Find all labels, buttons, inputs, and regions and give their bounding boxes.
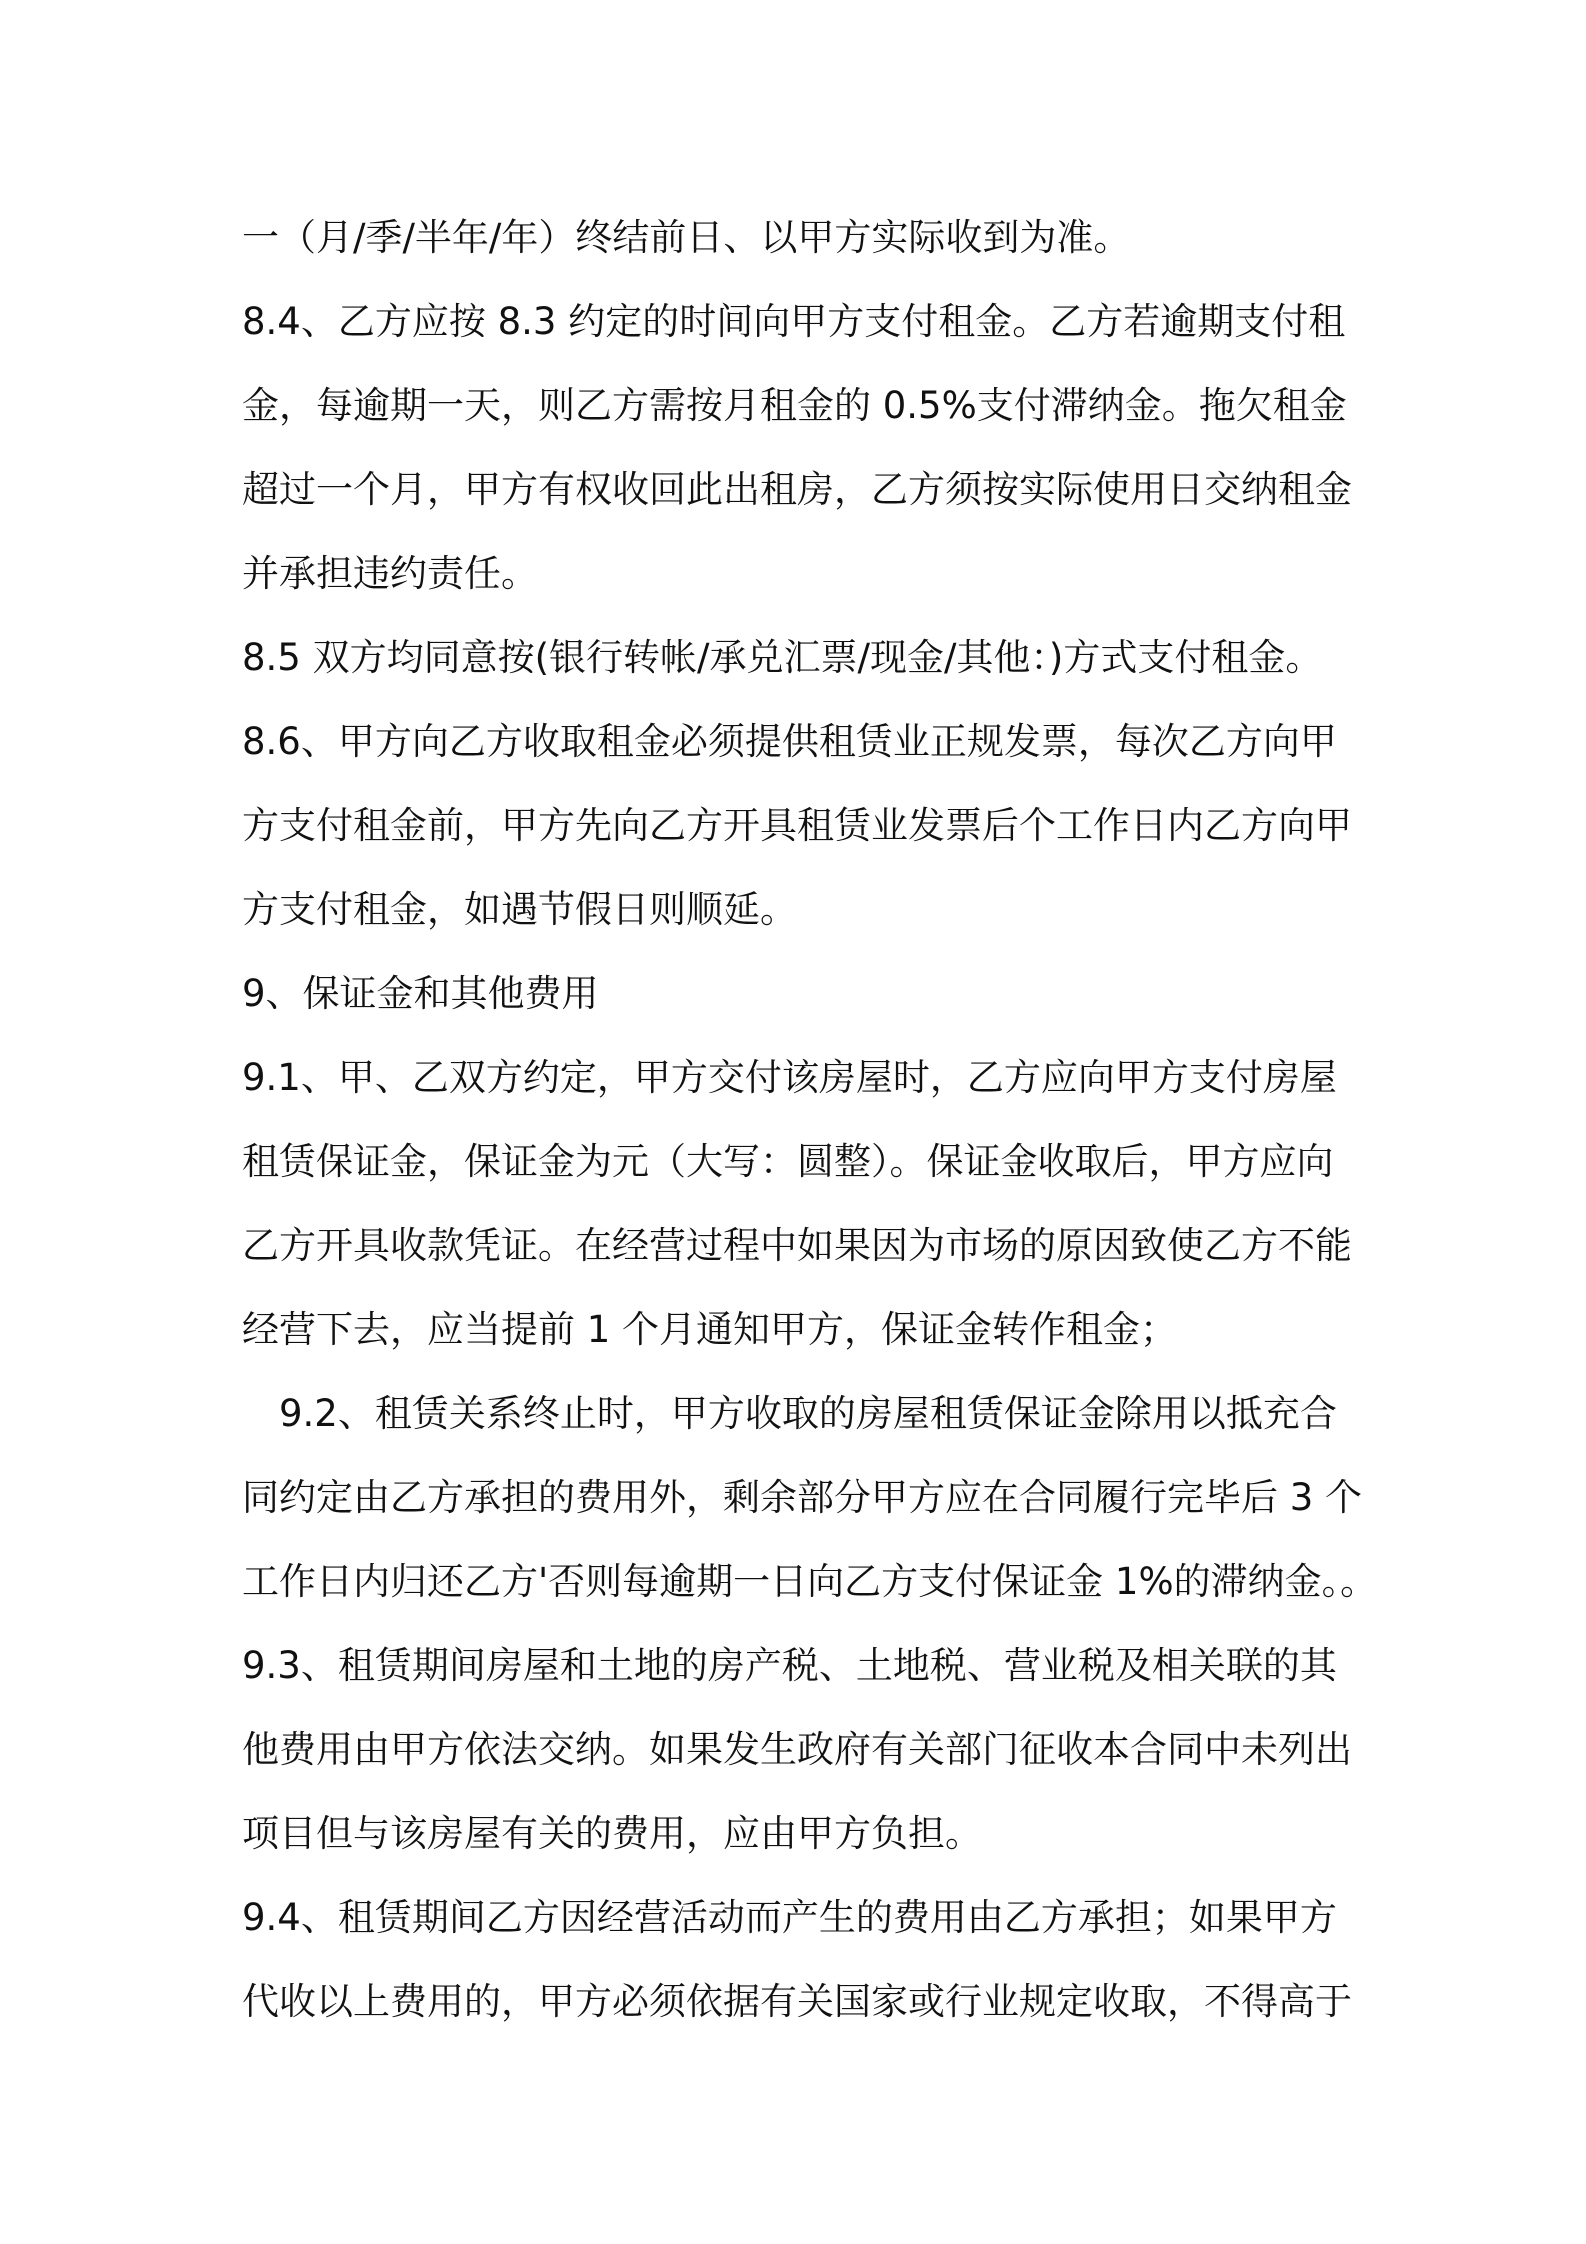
text-line: 并承担违约责任。 [242, 552, 538, 595]
text-line: 超过一个月，甲方有权收回此出租房，乙方须按实际使用日交纳租金 [242, 468, 1352, 511]
text-line: 代收以上费用的，甲方必须依据有关国家或行业规定收取，不得高于 [242, 1980, 1352, 2023]
text-line: 9.1、甲、乙双方约定，甲方交付该房屋时，乙方应向甲方支付房屋 [242, 1056, 1337, 1099]
text-line: 经营下去，应当提前 1 个月通知甲方，保证金转作租金； [242, 1308, 1178, 1351]
text-line: 8.6、甲方向乙方收取租金必须提供租赁业正规发票，每次乙方向甲 [242, 720, 1337, 763]
text-line: 同约定由乙方承担的费用外，剩余部分甲方应在合同履行完毕后 3 个 [242, 1476, 1363, 1519]
contract-text [242, 196, 1378, 2044]
text-line: 9.4、租赁期间乙方因经营活动而产生的费用由乙方承担；如果甲方 [242, 1896, 1337, 1939]
text-line: 金，每逾期一天，则乙方需按月租金的 0.5%支付滞纳金。拖欠租金 [242, 384, 1347, 427]
text-line: 乙方开具收款凭证。在经营过程中如果因为市场的原因致使乙方不能 [242, 1224, 1352, 1267]
text-line: 方支付租金前，甲方先向乙方开具租赁业发票后个工作日内乙方向甲 [242, 804, 1352, 847]
text-line: 项目但与该房屋有关的费用，应由甲方负担。 [242, 1812, 982, 1855]
text-line: 方支付租金，如遇节假日则顺延。 [242, 888, 797, 931]
text-line: 一（月/季/半年/年）终结前日、以甲方实际收到为准。 [242, 216, 1131, 259]
text-line: 8.4、乙方应按 8.3 约定的时间向甲方支付租金。乙方若逾期支付租 [242, 300, 1346, 343]
text-line: 工作日内归还乙方'否则每逾期一日向乙方支付保证金 1%的滞纳金。。 [242, 1560, 1378, 1603]
text-line: 9.3、租赁期间房屋和土地的房产税、土地税、营业税及相关联的其 [242, 1644, 1337, 1687]
text-line: 9.2、租赁关系终止时，甲方收取的房屋租赁保证金除用以抵充合 [279, 1392, 1337, 1435]
section-heading: 9、保证金和其他费用 [242, 972, 599, 1015]
text-line: 8.5 双方均同意按(银行转帐/承兑汇票/现金/其他：)方式支付租金。 [242, 636, 1323, 679]
text-line: 租赁保证金，保证金为元（大写：圆整）。保证金收取后，甲方应向 [242, 1140, 1334, 1183]
text-line: 他费用由甲方依法交纳。如果发生政府有关部门征收本合同中未列出 [242, 1728, 1352, 1771]
